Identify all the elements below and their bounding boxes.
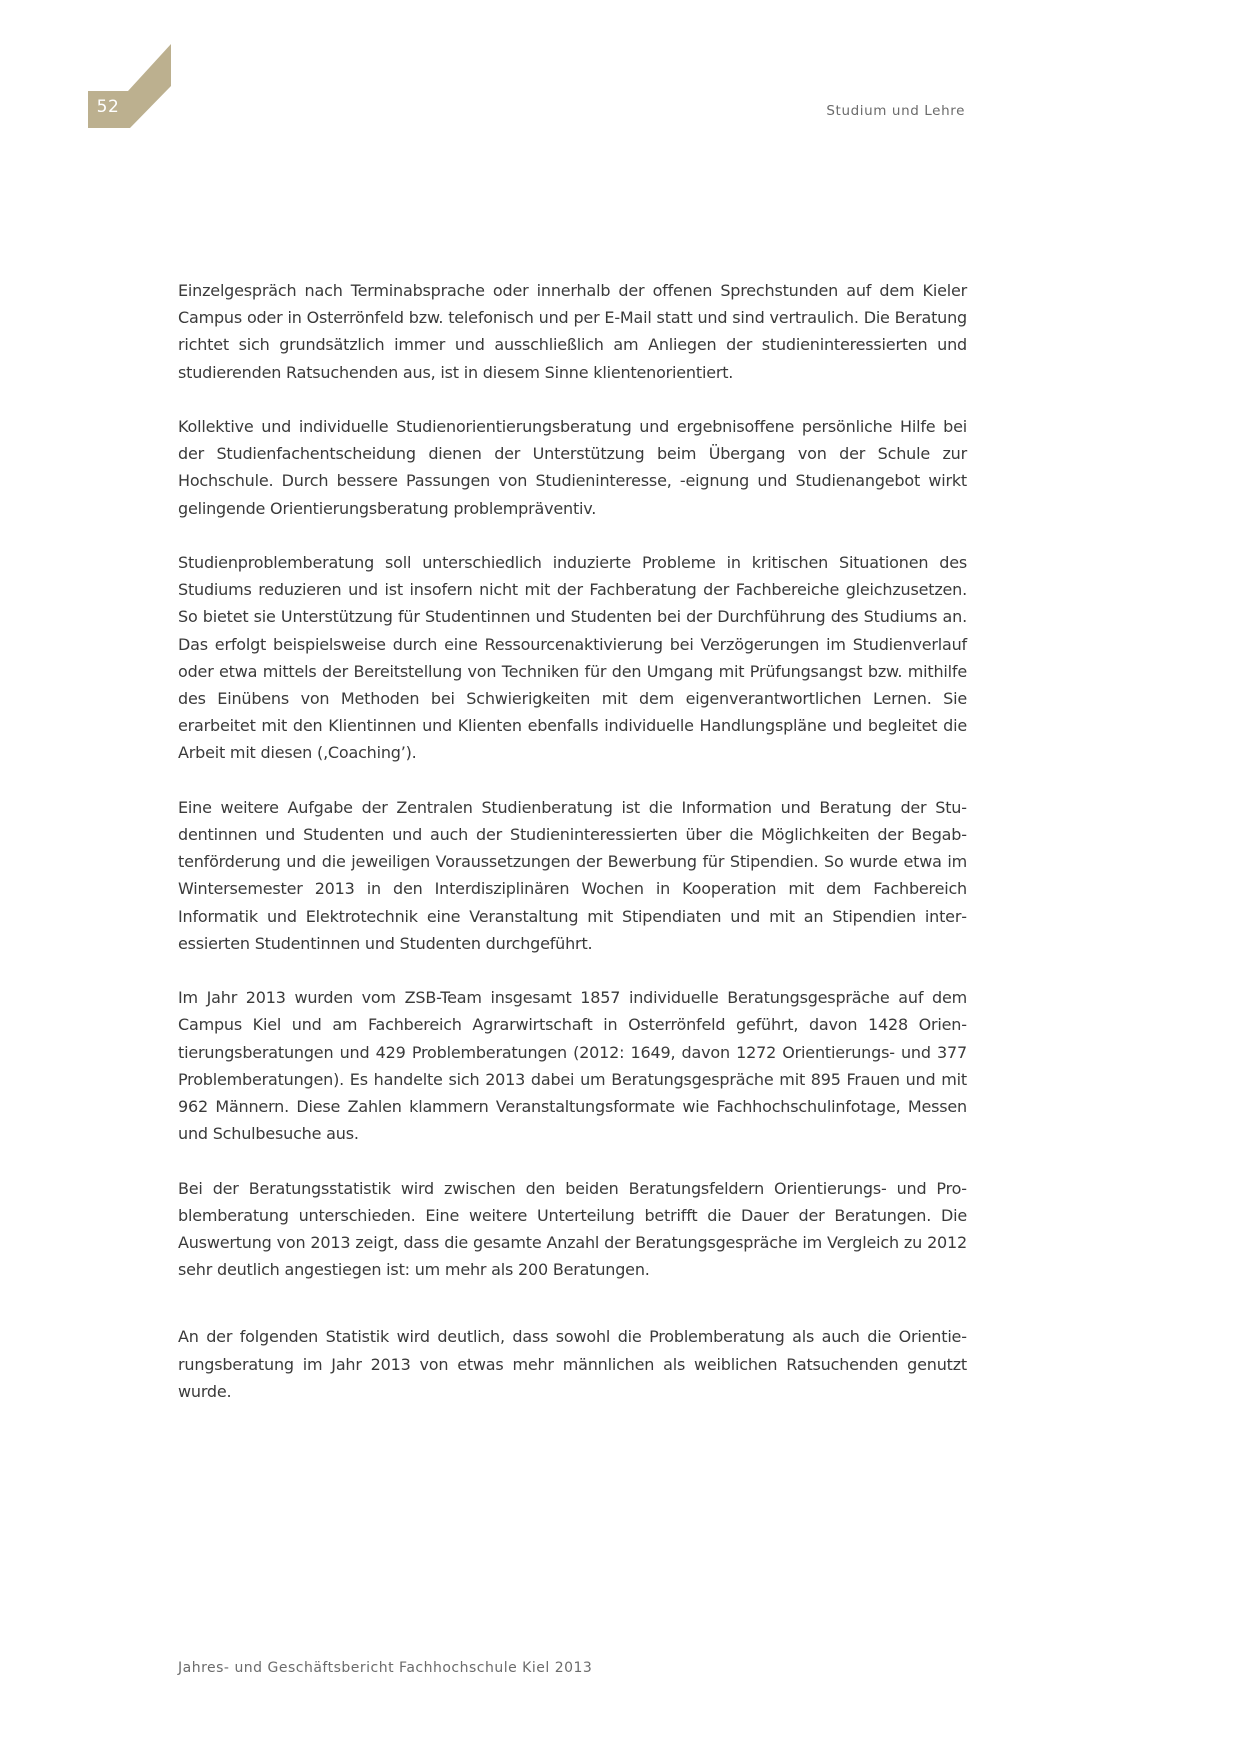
paragraph: Studienproblemberatung soll unterschiedlich induzierte Probleme in kritischen Situationen des Studiums reduzieren und ist insofern nicht mit der Fachberatung der Fachbereiche gleichzusetzen. So bietet sie Unterstützung für Studentinnen und Studenten bei der Durchführung des Studiums an. Das erfolgt beispielsweise durch eine Ressourcenaktivierung bei Verzögerungen im Studienverlauf oder etwa mittels der Bereitstellung von Techniken für den Umgang mit Prüfungsangst bzw. mithilfe des Einübens von Methoden bei Schwierigkeiten mit dem eigenverantwortlichen Lernen. Sie erarbeitet mit den Klientinnen und Klienten ebenfalls individuelle Handlungspläne und begleitet die Arbeit mit diesen (‚Coaching’). bbox=[178, 553, 967, 763]
paragraph: An der folgenden Statistik wird deutlich, dass sowohl die Problemberatung als auch die Orientierungsberatung im Jahr 2013 von etwas mehr männlichen als weiblichen Ratsuchenden genutzt wurde. bbox=[178, 1327, 967, 1401]
paragraph: Im Jahr 2013 wurden vom ZSB-Team insgesamt 1857 individuelle Beratungsgespräche auf dem Campus Kiel und am Fachbereich Agrarwirtschaft in Osterrönfeld geführt, davon 1428 Orientierungsberatungen und 429 Problemberatungen (2012: 1649, davon 1272 Orientierungs- und 377 Problemberatungen). Es handelte sich 2013 dabei um Beratungsgespräche mit 895 Frauen und mit 962 Männern. Diese Zahlen klammern Veranstaltungsformate wie Fachhochschulinfotage, Messen und Schulbesuche aus. bbox=[178, 988, 967, 1144]
article-body bbox=[178, 277, 967, 1405]
paragraph: Eine weitere Aufgabe der Zentralen Studienberatung ist die Information und Beratung der Studentinnen und Studenten und auch der Studieninteressierten über die Möglichkeiten der Begabtenförderung und die jeweiligen Voraussetzungen der Bewerbung für Stipendien. So wurde etwa im Wintersemester 2013 in den Interdisziplinären Wochen in Kooperation mit dem Fachbereich Informatik und Elektrotechnik eine Veranstaltung mit Stipendiaten und mit an Stipendien interessierten Studentinnen und Studenten durchgeführt. bbox=[178, 797, 967, 953]
running-header-section-title: Studium und Lehre bbox=[826, 103, 965, 119]
paragraph: Kollektive und individuelle Studienorientierungsberatung und ergebnisoffene persönliche Hilfe bei der Studienfachentscheidung dienen der Unterstützung beim Übergang von der Schule zur Hochschule. Durch bessere Passungen von Studieninteresse, -eignung und Studienangebot wirkt gelingende Orientierungsberatung problempräventiv. bbox=[178, 417, 967, 518]
paragraph: Einzelgespräch nach Terminabsprache oder innerhalb der offenen Sprechstunden auf dem Kieler Campus oder in Osterrönfeld bzw. telefonisch und per E-Mail statt und sind vertraulich. Die Beratung richtet sich grundsätzlich immer und ausschließlich am Anliegen der studieninteressierten und studierenden Ratsuchenden aus, ist in diesem Sinne klientenorientiert. bbox=[178, 281, 967, 382]
paragraph: Bei der Beratungsstatistik wird zwischen den beiden Beratungsfeldern Orientierungs- und Problemberatung unterschieden. Eine weitere Unterteilung betrifft die Dauer der Beratungen. Die Auswertung von 2013 zeigt, dass die gesamte Anzahl der Beratungsgespräche im Vergleich zu 2012 sehr deutlich angestiegen ist: um mehr als 200 Beratungen. bbox=[178, 1178, 967, 1280]
page-number: 52 bbox=[96, 97, 120, 117]
footer-publication-title: Jahres- und Geschäftsbericht Fachhochschule Kiel 2013 bbox=[178, 1660, 593, 1676]
